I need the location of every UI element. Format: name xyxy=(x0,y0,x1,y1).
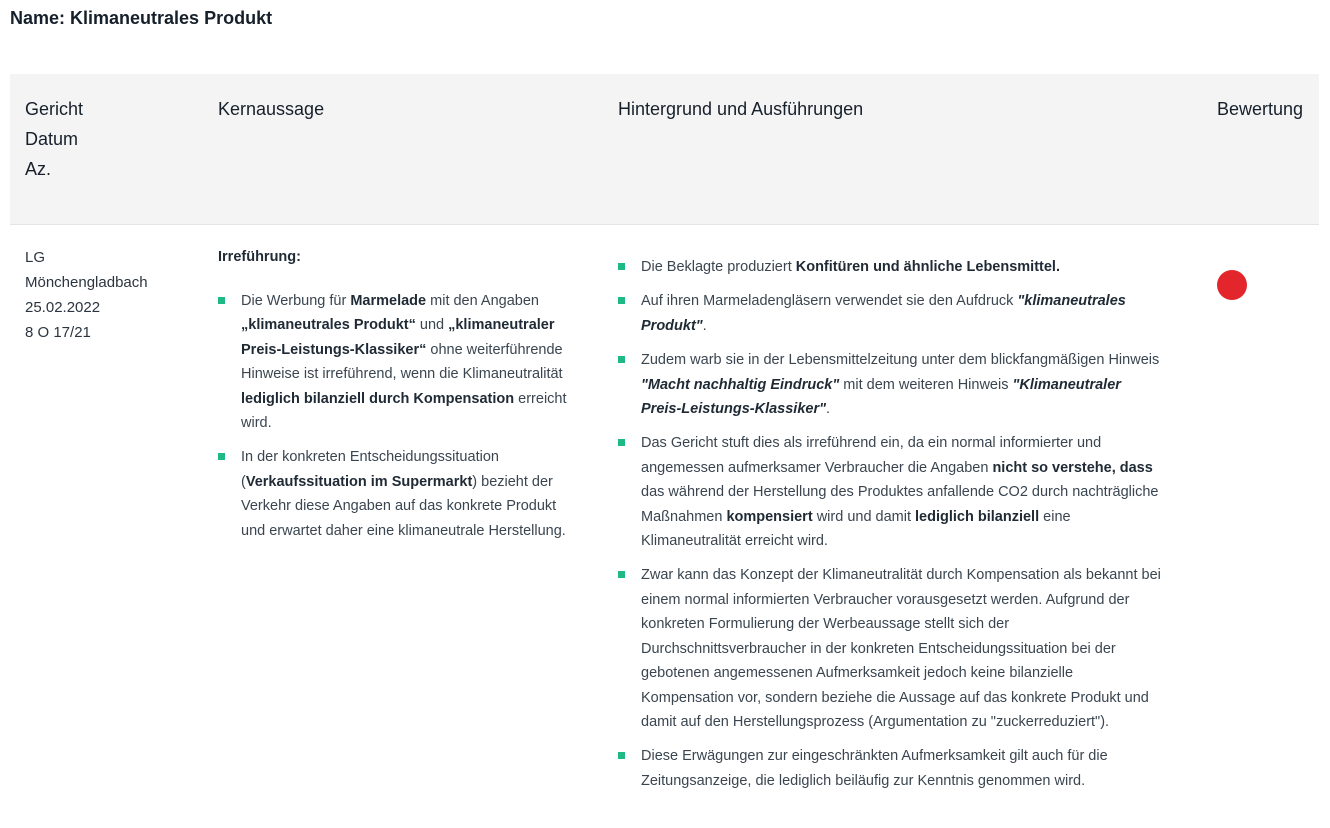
court-name-line2: Mönchengladbach xyxy=(25,274,148,291)
court-file-number: 8 O 17/21 xyxy=(25,324,91,341)
header-court: Gericht xyxy=(25,99,84,119)
list-item: In der konkreten Entscheidungssituation (Verkaufssituation im Supermarkt) bezieht der Verkehr diese Angaben auf das konkrete Produkt und erwartet daher eine klimaneutrale Herstellung. xyxy=(218,445,583,543)
core-heading: Irreführung: xyxy=(218,249,301,265)
list-item: Die Werbung für Marmelade mit den Angaben „klimaneutrales Produkt“ und „klimaneutraler Preis-Leistungs-Klassiker“ ohne weiterführende Hinweise ist irreführend, wenn die Klimaneutralität lediglich bilanziell durch Kompensation erreicht wird. xyxy=(218,289,583,435)
header-core-statement: Kernaussage xyxy=(218,99,325,119)
header-file-number: Az. xyxy=(25,159,52,179)
header-date: Datum xyxy=(25,129,79,149)
background-cell xyxy=(618,255,1163,803)
list-item: Diese Erwägungen zur eingeschränkten Aufmerksamkeit gilt auch für die Zeitungsanzeige, die lediglich beiläufig zur Kenntnis genommen wird. xyxy=(618,744,1163,793)
list-item: Die Beklagte produziert Konfitüren und ähnliche Lebensmittel. xyxy=(618,255,1163,279)
header-rating: Bewertung xyxy=(1217,99,1304,119)
core-statement-cell xyxy=(218,245,583,553)
rulings-table xyxy=(10,74,1319,828)
list-item: Zwar kann das Konzept der Klimaneutralität durch Kompensation als bekannt bei einem normal informierten Verbraucher vorausgesetzt werden. Aufgrund der konkreten Formulierung der Werbeaussage stellt sich der Durchschnittsverbraucher in der konkreten Entscheidungssituation bei der gebotenen angemessenen Aufmerksamkeit jedoch keine bilanzielle Kompensation vor, sondern beziehe die Aussage auf das konkrete Produkt und damit auf den Herstellungsprozess (Argumentation zu "zuckerreduziert"). xyxy=(618,563,1163,734)
background-points-list xyxy=(618,255,1163,793)
court-date: 25.02.2022 xyxy=(25,299,101,316)
table-header-row xyxy=(10,74,1319,225)
list-item: Auf ihren Marmeladengläsern verwendet sie den Aufdruck "klimaneutrales Produkt". xyxy=(618,289,1163,338)
header-court-date-file xyxy=(25,94,83,184)
list-item: Zudem warb sie in der Lebensmittelzeitung unter dem blickfangmäßigen Hinweis "Macht nachhaltig Eindruck" mit dem weiteren Hinweis "Klimaneutraler Preis-Leistungs-Klassiker". xyxy=(618,348,1163,421)
list-item: Das Gericht stuft dies als irreführend ein, da ein normal informierter und angemessen aufmerksamer Verbraucher die Angaben nicht so verstehe, dass das während der Herstellung des Produktes anfallende CO2 durch nachträgliche Maßnahmen kompensiert wird und damit lediglich bilanziell eine Klimaneutralität erreicht wird. xyxy=(618,431,1163,553)
page-title: Name: Klimaneutrales Produkt xyxy=(10,8,273,28)
core-points-list xyxy=(218,289,583,543)
header-background: Hintergrund und Ausführungen xyxy=(618,99,864,119)
court-info xyxy=(25,245,148,345)
court-name-line1: LG xyxy=(25,249,46,266)
rating-red-dot-icon xyxy=(1217,270,1247,300)
table-row xyxy=(10,225,1319,828)
